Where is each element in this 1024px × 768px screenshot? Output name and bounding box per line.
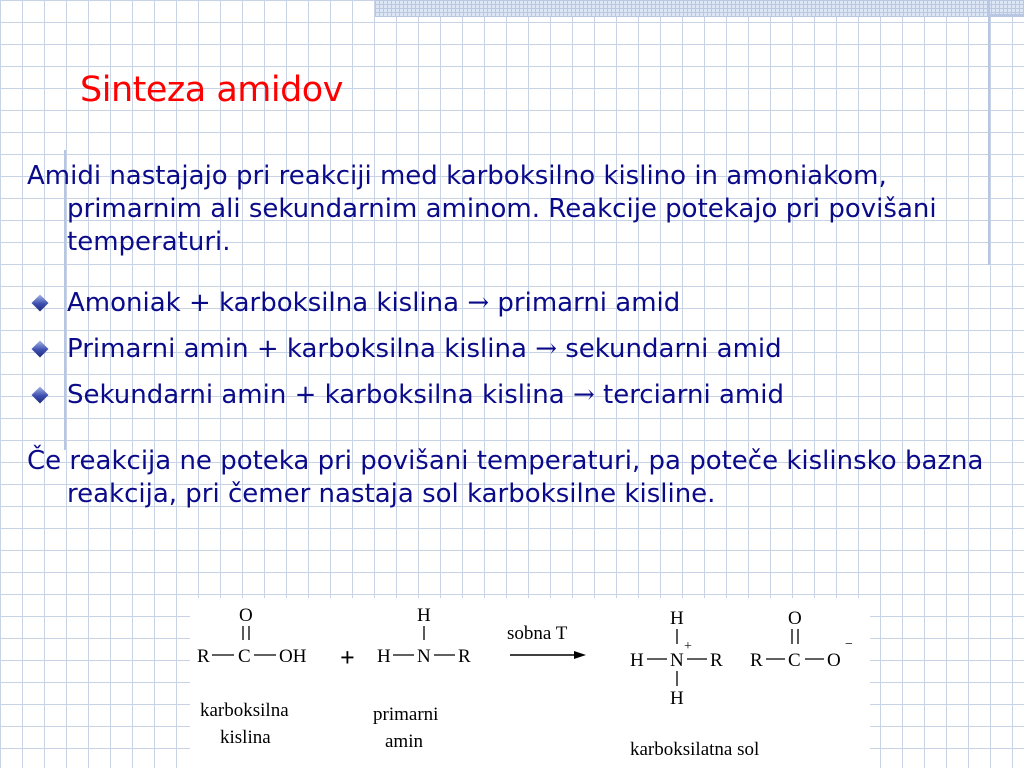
amine-label-line1: primarni bbox=[373, 704, 439, 725]
list-item: Amoniak + karboksilna kislina → primarni amid bbox=[27, 287, 987, 320]
diamond-bullet-icon bbox=[32, 295, 49, 312]
acid-label-line2: kislina bbox=[220, 727, 271, 748]
slide-content bbox=[27, 160, 987, 511]
reaction-scheme bbox=[190, 598, 870, 768]
ammonium-charge: + bbox=[684, 639, 692, 654]
plus-sign: + bbox=[340, 643, 355, 672]
salt-nitrogen: N bbox=[670, 650, 684, 671]
diamond-bullet-icon bbox=[32, 387, 49, 404]
closing-paragraph: Če reakcija ne poteka pri povišani temperaturi, pa poteče kislinsko bazna reakcija, pri čemer nastaja sol karboksilne kisline. bbox=[27, 446, 984, 509]
arrow-icon: → bbox=[572, 380, 595, 410]
reaction-list bbox=[27, 287, 987, 412]
carboxylate-r-group: R bbox=[750, 650, 763, 671]
carboxylate-carbon: C bbox=[788, 650, 801, 671]
salt-r-right: R bbox=[710, 650, 723, 671]
acid-oxygen: O bbox=[239, 605, 253, 626]
arrow-icon: → bbox=[467, 288, 490, 318]
header-decoration-band bbox=[375, 0, 1024, 17]
acid-r-group: R bbox=[197, 646, 210, 667]
carboxylate-charge: − bbox=[845, 637, 853, 652]
salt-h-left: H bbox=[630, 650, 644, 671]
arrow-icon: → bbox=[535, 334, 557, 364]
decoration-line-top bbox=[988, 14, 1024, 16]
decoration-line-right bbox=[988, 0, 990, 265]
acid-carbon: C bbox=[238, 646, 251, 667]
amine-h-left: H bbox=[377, 646, 391, 667]
salt-h-bottom: H bbox=[670, 688, 684, 709]
reaction-scheme-svg bbox=[190, 598, 870, 768]
intro-paragraph: Amidi nastajajo pri reakciji med karboksilno kislino in amoniakom, primarnim ali sekundarnim aminom. Reakcije potekajo pri povišani temperaturi. bbox=[27, 161, 937, 257]
diamond-bullet-icon bbox=[32, 341, 49, 358]
salt-h-top: H bbox=[670, 608, 684, 629]
reaction-condition: sobna T bbox=[507, 623, 568, 644]
salt-label: karboksilatna sol bbox=[630, 739, 760, 760]
amine-r-group: R bbox=[458, 646, 471, 667]
acid-hydroxyl: OH bbox=[279, 646, 307, 667]
acid-label-line1: karboksilna bbox=[200, 700, 289, 721]
arrow-head-icon bbox=[574, 651, 586, 659]
carboxylate-oxygen-top: O bbox=[788, 608, 802, 629]
amine-nitrogen: N bbox=[417, 646, 431, 667]
slide-title: Sinteza amidov bbox=[80, 70, 343, 110]
list-item: Primarni amin + karboksilna kislina → sekundarni amid bbox=[27, 333, 987, 366]
amine-h-top: H bbox=[417, 605, 431, 626]
amine-label-line2: amin bbox=[385, 731, 423, 752]
list-item: Sekundarni amin + karboksilna kislina → terciarni amid bbox=[27, 379, 987, 412]
carboxylate-oxygen: O bbox=[827, 650, 841, 671]
